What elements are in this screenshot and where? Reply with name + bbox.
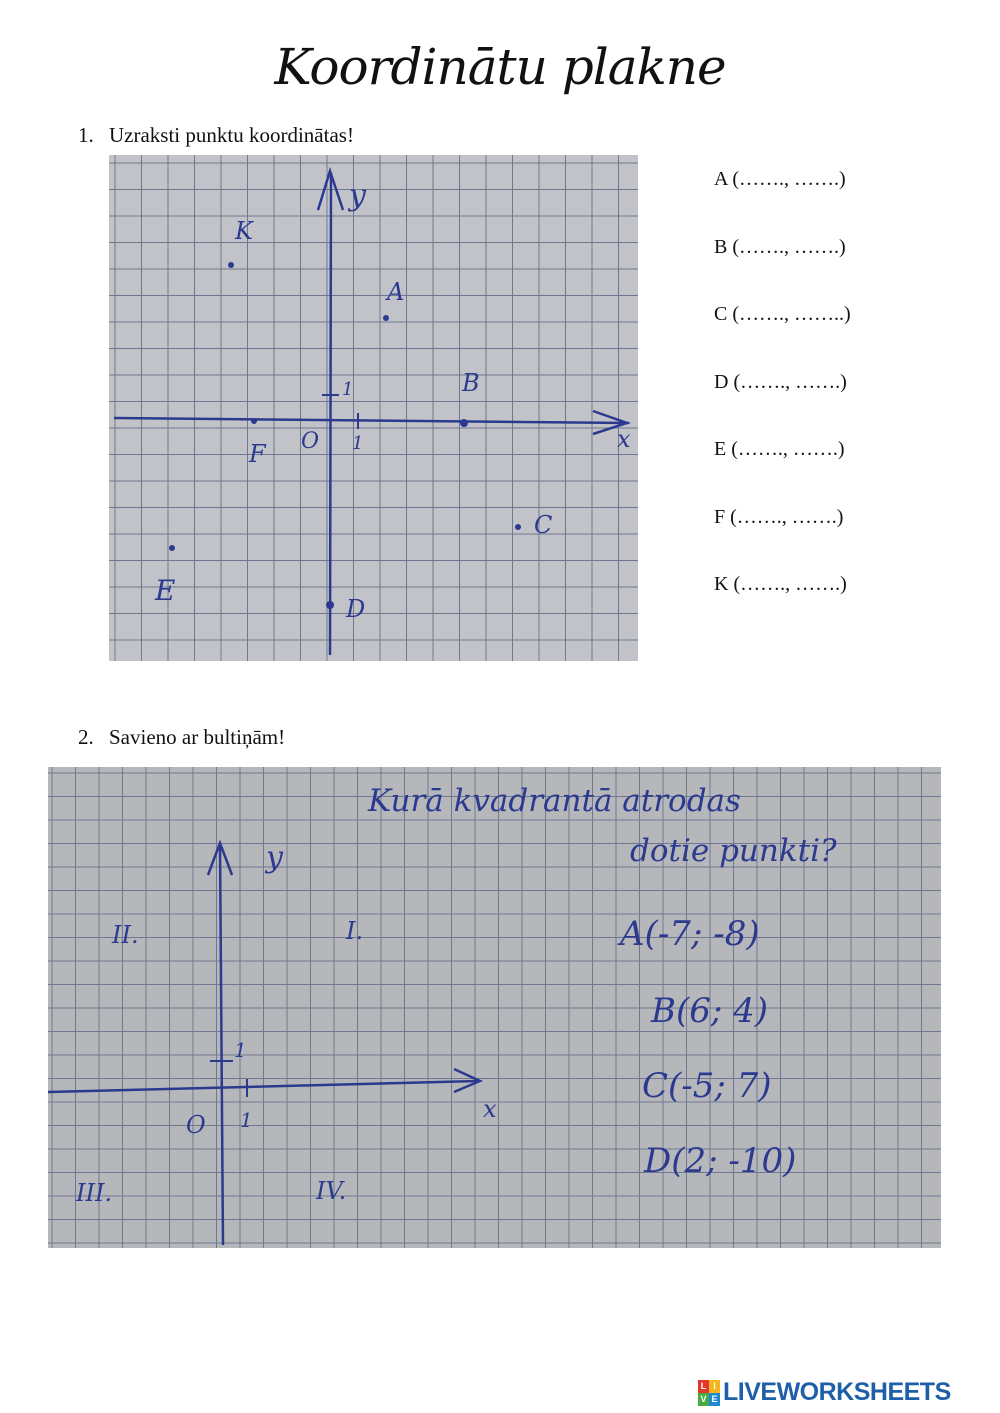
answer-f[interactable]: F (……., …….) (714, 505, 844, 528)
logo-mark-icon (698, 1380, 720, 1406)
answer-b[interactable]: B (……., …….) (714, 235, 846, 258)
task-2-instruction (78, 725, 285, 750)
point-c-coordinates[interactable]: C(-5; 7) (642, 1066, 772, 1106)
point-e-dot (169, 545, 175, 551)
task-1-text: Uzraksti punktu koordinātas! (109, 123, 354, 147)
y-axis (220, 845, 223, 1245)
x-unit-label: 1 (240, 1108, 253, 1132)
point-f-label: F (249, 440, 266, 468)
grid-lines (109, 155, 638, 661)
quadrants-photo-2 (48, 767, 941, 1248)
question-line-1: Kurā kvadrantā atrodas (368, 783, 741, 819)
point-a-coordinates[interactable]: A(-7; -8) (620, 914, 760, 954)
point-b-coordinates[interactable]: B(6; 4) (651, 991, 769, 1031)
origin-label: O (186, 1111, 206, 1139)
x-axis-label: x (483, 1095, 497, 1123)
quadrant-1-label: I. (346, 917, 364, 945)
logo-letter-l: L (698, 1380, 709, 1393)
coordinate-plane-photo-1 (109, 155, 638, 661)
task-2-number: 2. (78, 725, 94, 749)
answer-c[interactable]: C (……., ……..) (714, 303, 851, 325)
logo-letter-i: I (709, 1380, 720, 1393)
question-line-2: dotie punkti? (630, 833, 837, 869)
answer-e[interactable]: E (……., …….) (714, 438, 845, 460)
y-axis (330, 173, 331, 655)
point-a-label: A (387, 278, 405, 306)
task-1-number: 1. (78, 123, 94, 147)
point-d-label: D (346, 595, 366, 623)
logo-letter-v: V (698, 1393, 709, 1406)
answer-list (714, 168, 851, 641)
answer-d[interactable]: D (……., …….) (714, 370, 847, 393)
point-k-dot (228, 262, 234, 268)
y-unit-label: 1 (342, 379, 354, 400)
origin-label: O (301, 429, 320, 454)
page-title: Koordinātu plakne (274, 38, 726, 96)
quadrants-drawing-2 (48, 767, 941, 1248)
coordinate-plane-drawing-1 (109, 155, 638, 661)
quadrant-4-label: IV. (316, 1177, 347, 1205)
point-c-label: C (534, 511, 553, 539)
point-b-label: B (462, 369, 480, 397)
point-k-label: K (235, 217, 253, 245)
point-e-label: E (155, 574, 176, 607)
point-d-coordinates[interactable]: D(2; -10) (644, 1141, 797, 1181)
answer-a[interactable]: A (……., …….) (714, 168, 846, 190)
point-c-dot (515, 524, 521, 530)
point-a-dot (383, 315, 389, 321)
quadrant-2-label: II. (112, 921, 139, 949)
y-axis-label: y (266, 840, 283, 875)
x-axis-label: x (617, 425, 631, 453)
y-unit-label: 1 (234, 1038, 247, 1062)
liveworksheets-logo (698, 1378, 951, 1407)
point-d-dot (326, 601, 334, 609)
task-2-text: Savieno ar bultiņām! (109, 725, 286, 749)
quadrant-3-label: III. (76, 1179, 113, 1207)
task-1-instruction (78, 123, 354, 148)
answer-k[interactable]: K (……., …….) (714, 573, 847, 595)
y-axis-label: y (349, 178, 366, 213)
logo-text: LIVEWORKSHEETS (723, 1378, 951, 1406)
point-f-dot (251, 418, 257, 424)
point-b-dot (460, 419, 468, 427)
x-unit-label: 1 (352, 433, 364, 454)
x-axis (114, 418, 629, 423)
logo-letter-e: E (709, 1393, 720, 1406)
